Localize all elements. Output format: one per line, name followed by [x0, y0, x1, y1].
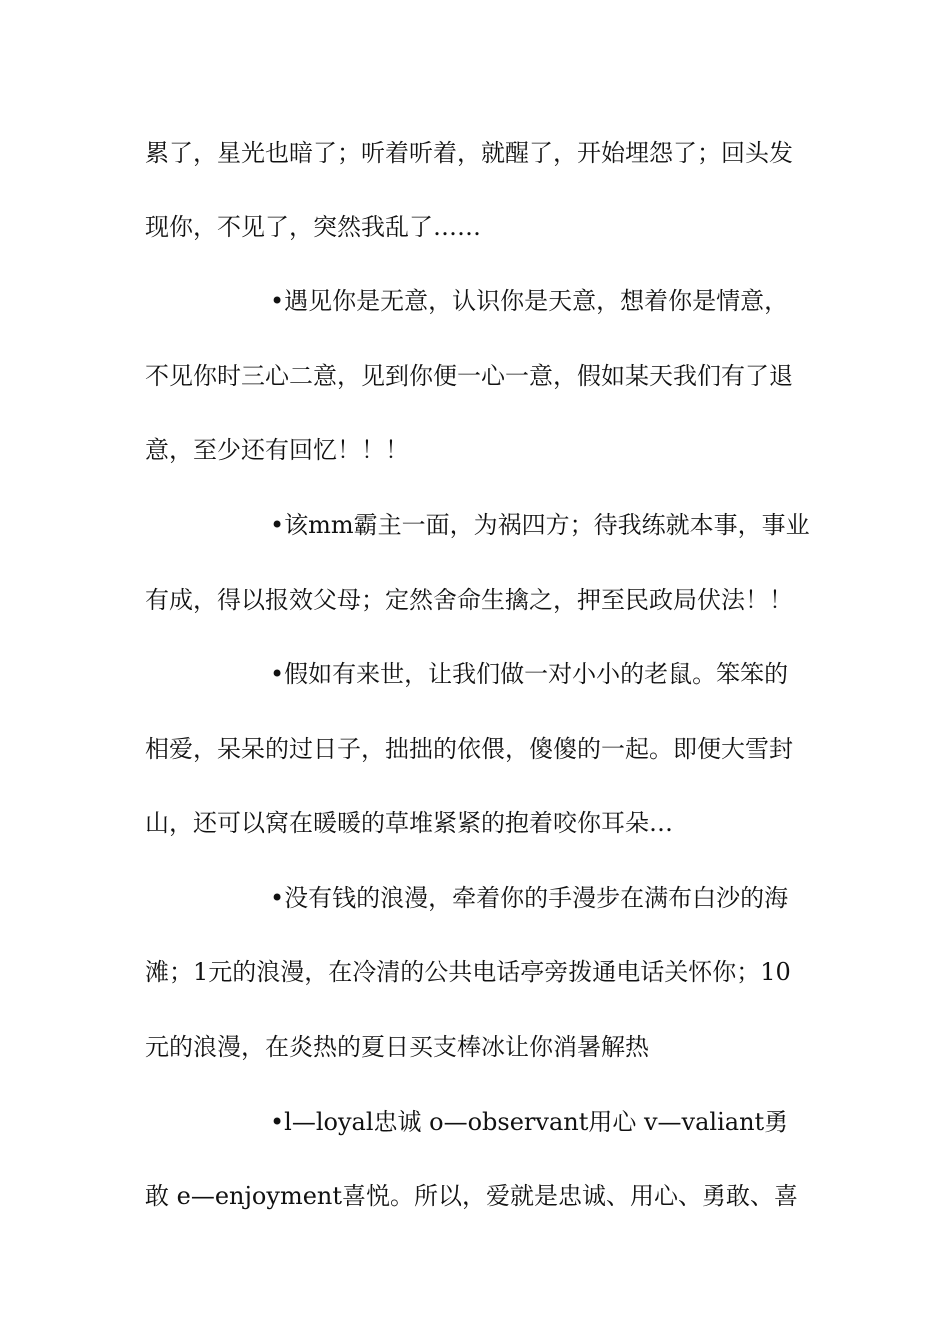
text-line: 不见你时三心二意，见到你便一心一意，假如某天我们有了退 [145, 362, 793, 390]
text-line: •假如有来世，让我们做一对小小的老鼠。笨笨的 [270, 660, 789, 688]
text-line: 元的浪漫，在炎热的夏日买支棒冰让你消暑解热 [145, 1033, 649, 1061]
text-line: •l—loyal忠诚 o—observant用心 v—valiant勇 [270, 1108, 789, 1136]
text-line: 相爱，呆呆的过日子，拙拙的依偎，傻傻的一起。即便大雪封 [145, 735, 793, 763]
text-line: 有成，得以报效父母；定然舍命生擒之，押至民政局伏法！！ [145, 586, 793, 614]
text-line: •遇见你是无意，认识你是天意，想着你是情意， [270, 287, 789, 315]
text-line: 累了，星光也暗了；听着听着，就醒了，开始埋怨了；回头发 [145, 139, 793, 167]
text-line: 山，还可以窝在暖暖的草堆紧紧的抱着咬你耳朵… [145, 809, 673, 837]
text-line: 敢 e—enjoyment喜悦。所以，爱就是忠诚、用心、勇敢、喜 [145, 1182, 799, 1210]
text-line: •没有钱的浪漫，牵着你的手漫步在满布白沙的海 [270, 884, 789, 912]
text-line: 现你，不见了，突然我乱了…… [145, 213, 481, 241]
text-line: 意，至少还有回忆！！！ [145, 436, 409, 464]
text-line: •该mm霸主一面，为祸四方；待我练就本事，事业 [270, 511, 810, 539]
text-line: 滩；1元的浪漫，在冷清的公共电话亭旁拨通电话关怀你；10 [145, 958, 791, 986]
